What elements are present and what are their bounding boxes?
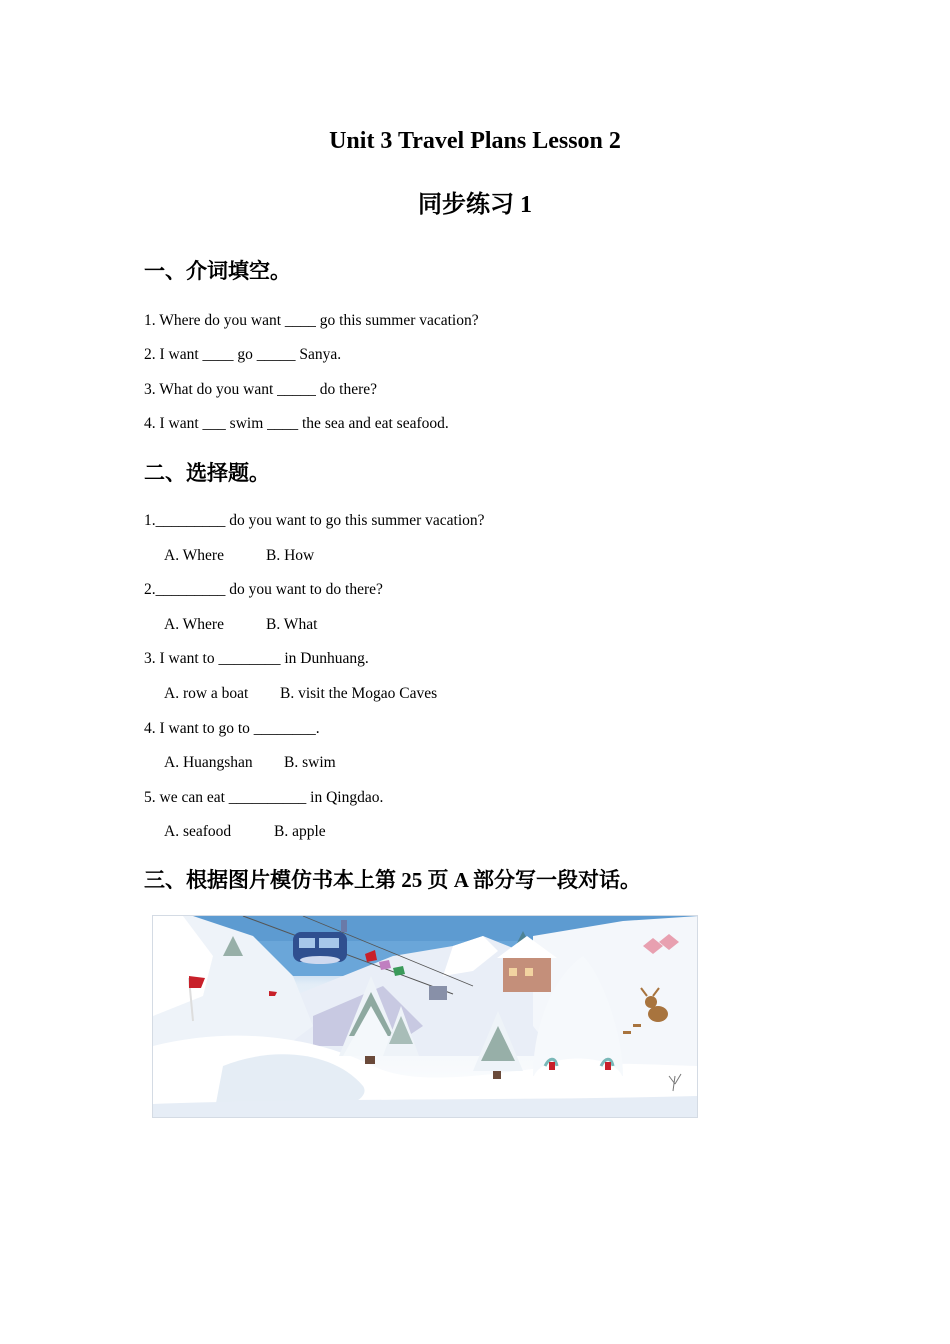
choice-question-2: 2._________ do you want to do there? (144, 581, 383, 598)
option-b: B. What (266, 616, 318, 633)
choice-options-3 (164, 684, 437, 704)
snow-scene-graphic (153, 916, 698, 1118)
option-b: B. visit the Mogao Caves (280, 685, 438, 702)
option-b: B. How (266, 547, 315, 564)
ski-resort-illustration (152, 915, 698, 1118)
fill-blank-item-2: 2. I want ____ go _____ Sanya. (144, 346, 342, 363)
choice-question-1: 1._________ do you want to go this summer vacation? (144, 512, 485, 529)
fill-blank-item-4: 4. I want ___ swim ____ the sea and eat seafood. (144, 415, 449, 432)
choice-question-4: 4. I want to go to ________. (144, 720, 320, 737)
section-2-heading: 二、选择题。 (144, 461, 270, 485)
fill-blank-item-1: 1. Where do you want ____ go this summer vacation? (144, 312, 479, 329)
option-a: A. Where (164, 547, 224, 564)
choice-options-5 (164, 822, 326, 842)
document-subtitle: 同步练习 1 (418, 192, 532, 218)
choice-question-3: 3. I want to ________ in Dunhuang. (144, 650, 369, 667)
option-a: A. Huangshan (164, 754, 253, 771)
choice-question-5: 5. we can eat __________ in Qingdao. (144, 789, 384, 806)
choice-options-4 (164, 753, 336, 773)
section-3-heading: 三、根据图片模仿书本上第 25 页 A 部分写一段对话。 (144, 868, 642, 892)
option-a: A. Where (164, 616, 224, 633)
choice-options-1 (164, 546, 314, 566)
option-b: B. swim (284, 754, 336, 771)
option-a: A. seafood (164, 823, 232, 840)
option-a: A. row a boat (164, 685, 249, 702)
option-b: B. apple (274, 823, 326, 840)
fill-blank-item-3: 3. What do you want _____ do there? (144, 381, 378, 398)
choice-options-2 (164, 615, 317, 635)
document-title: Unit 3 Travel Plans Lesson 2 (329, 128, 621, 154)
section-1-heading: 一、介词填空。 (144, 259, 291, 283)
